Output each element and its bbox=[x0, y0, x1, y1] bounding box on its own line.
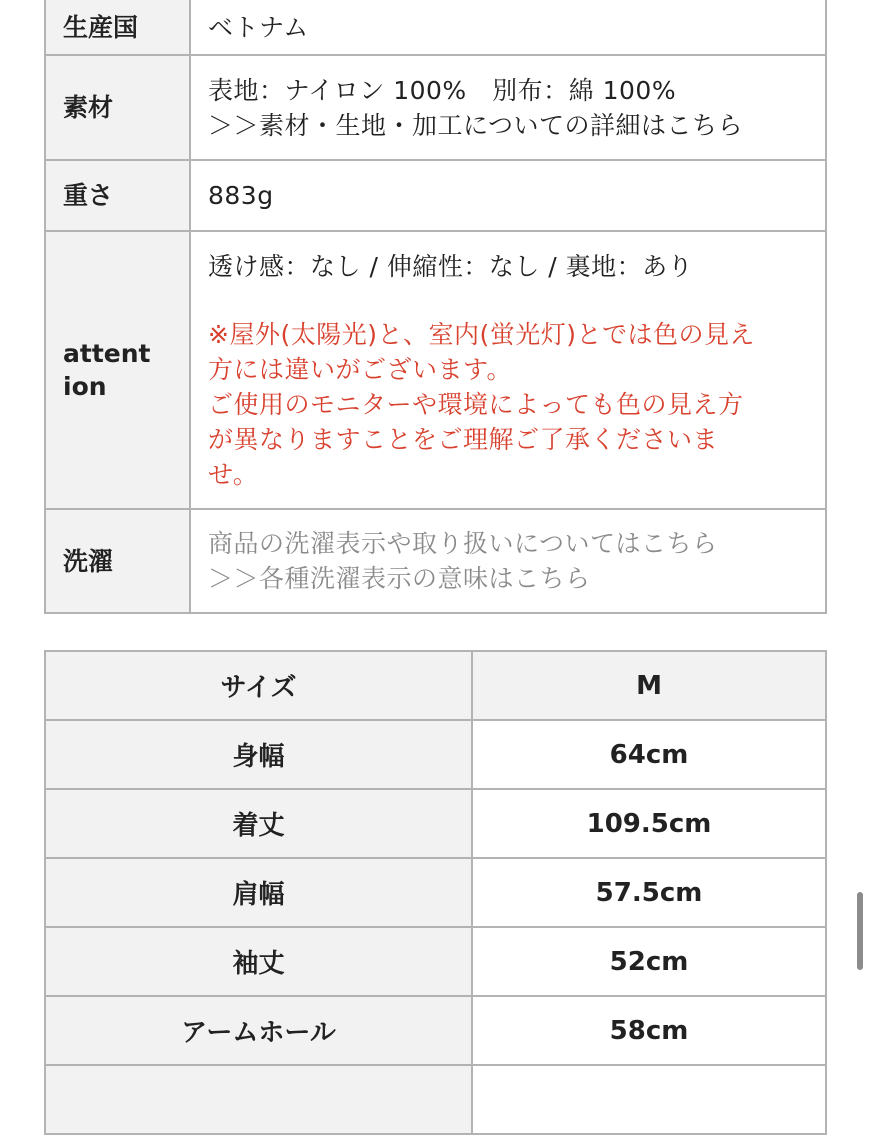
size-header-label: サイズ bbox=[45, 651, 472, 720]
size-row-value: 109.5cm bbox=[472, 789, 826, 858]
origin-value: ベトナム bbox=[190, 0, 826, 55]
spec-row-weight bbox=[45, 160, 826, 231]
spec-row-attention bbox=[45, 231, 826, 509]
material-composition: 表地：ナイロン 100% 別布：綿 100% bbox=[208, 75, 677, 105]
size-row-value bbox=[472, 1065, 826, 1134]
size-row bbox=[45, 789, 826, 858]
spec-table bbox=[44, 0, 827, 614]
size-row bbox=[45, 720, 826, 789]
washing-value bbox=[190, 509, 826, 613]
size-row-label: 着丈 bbox=[45, 789, 472, 858]
spec-row-material bbox=[45, 55, 826, 160]
size-row-value: 52cm bbox=[472, 927, 826, 996]
notice-line: せ。 bbox=[208, 460, 259, 489]
weight-value: 883g bbox=[190, 160, 826, 231]
weight-label: 重さ bbox=[45, 160, 190, 231]
spec-row-washing bbox=[45, 509, 826, 613]
size-row bbox=[45, 927, 826, 996]
attention-value bbox=[190, 231, 826, 509]
notice-line: ご使用のモニターや環境によっても色の見え方 bbox=[208, 390, 744, 419]
notice-line: ※屋外(太陽光)と、室内(蛍光灯)とでは色の見え bbox=[208, 320, 755, 349]
washing-label: 洗濯 bbox=[45, 509, 190, 613]
material-label: 素材 bbox=[45, 55, 190, 160]
notice-line: 方には違いがございます。 bbox=[208, 355, 513, 384]
size-header-value: M bbox=[472, 651, 826, 720]
size-row-value: 64cm bbox=[472, 720, 826, 789]
scrollbar-thumb[interactable] bbox=[857, 892, 863, 970]
size-row-label: 肩幅 bbox=[45, 858, 472, 927]
material-details-link[interactable]: ＞＞素材・生地・加工についての詳細はこちら bbox=[208, 110, 744, 140]
size-row-value: 58cm bbox=[472, 996, 826, 1065]
size-header-row bbox=[45, 651, 826, 720]
notice-line: が異なりますことをご理解ご了承くださいま bbox=[208, 425, 719, 454]
size-row-next bbox=[45, 1065, 826, 1134]
fabric-features: 透け感：なし / 伸縮性：なし / 裏地：あり bbox=[208, 252, 694, 281]
origin-label: 生産国 bbox=[45, 0, 190, 55]
color-notice bbox=[208, 317, 825, 492]
attention-label-line1: attent bbox=[63, 339, 151, 368]
size-row-label bbox=[45, 1065, 472, 1134]
washing-symbols-link[interactable]: ＞＞各種洗濯表示の意味はこちら bbox=[208, 564, 591, 593]
size-table bbox=[44, 650, 827, 1135]
attention-label-line2: ion bbox=[63, 372, 107, 401]
size-row bbox=[45, 996, 826, 1065]
attention-label bbox=[45, 231, 190, 509]
size-row-label: 袖丈 bbox=[45, 927, 472, 996]
size-row bbox=[45, 858, 826, 927]
material-value bbox=[190, 55, 826, 160]
spec-row-origin bbox=[45, 0, 826, 55]
washing-care-link[interactable]: 商品の洗濯表示や取り扱いについてはこちら bbox=[208, 529, 718, 558]
size-row-label: アームホール bbox=[45, 996, 472, 1065]
size-row-label: 身幅 bbox=[45, 720, 472, 789]
size-row-value: 57.5cm bbox=[472, 858, 826, 927]
